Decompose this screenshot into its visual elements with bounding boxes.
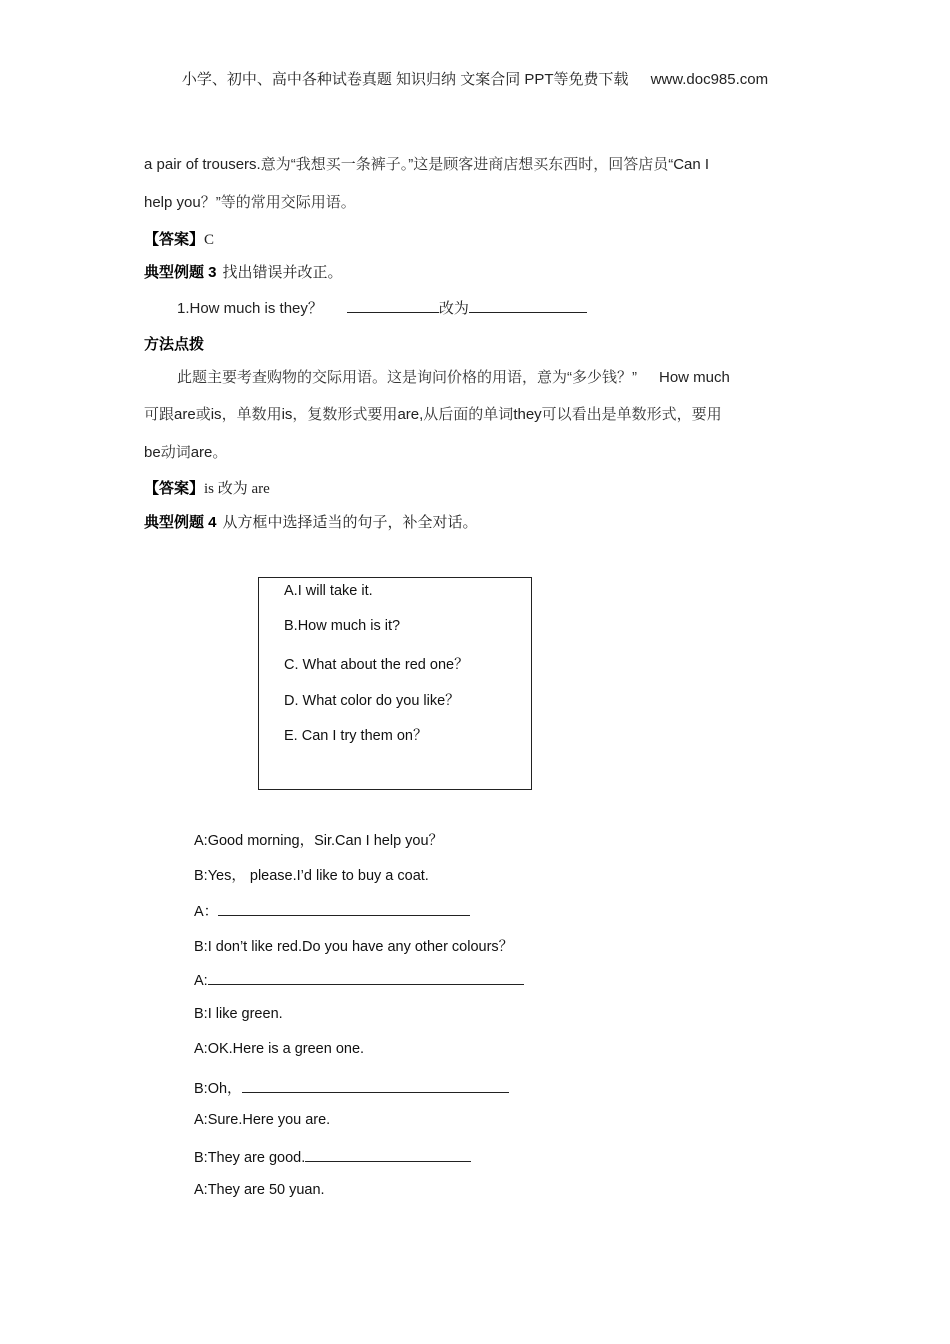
method-cn: 或: [195, 406, 211, 423]
answer-2: [144, 477, 270, 498]
answer-blank[interactable]: [347, 298, 439, 313]
intro-line-1: [144, 153, 709, 174]
method-cn: 可跟: [144, 406, 175, 423]
method-en: How much: [659, 369, 730, 386]
method-en: are: [174, 406, 196, 423]
answer-label: 【答案】: [144, 480, 205, 497]
answer-blank[interactable]: [208, 970, 524, 985]
intro-en-2: Can I: [673, 156, 710, 173]
example-prompt: 找出错误并改正。: [222, 264, 343, 281]
dialogue-line-blank-1: [194, 900, 470, 921]
answer-blank[interactable]: [218, 901, 470, 916]
dialogue-line: A:Good morning，Sir.Can I help you？: [194, 833, 444, 849]
method-line-2: [144, 403, 722, 424]
dialogue-speaker: B:They are good.: [194, 1150, 306, 1166]
method-cn: ，单数用: [221, 406, 282, 423]
dialogue-line: A:Sure.Here you are.: [194, 1112, 331, 1128]
example-3-heading: [144, 261, 343, 282]
method-line-3: [144, 441, 227, 462]
dialogue-speaker: A:: [194, 973, 208, 989]
change-text: 改为: [438, 300, 469, 317]
intro-cn-2: ？”等的常用交际用语。: [200, 194, 356, 211]
intro-en: a pair of trousers.: [144, 156, 261, 173]
method-en: they: [513, 406, 542, 423]
options-box: [258, 577, 532, 790]
dialogue-line: B:I like green.: [194, 1006, 283, 1022]
dialogue-line: B:Yes， please.I’d like to buy a coat.: [194, 868, 429, 884]
example-prompt: 从方框中选择适当的句子，补全对话。: [222, 514, 478, 531]
option-b: B.How much is it?: [284, 618, 401, 634]
example-3-item: [177, 297, 587, 318]
header-text: 小学、初中、高中各种试卷真题 知识归纳 文案合同 PPT等免费下载: [181, 71, 629, 88]
option-c: C. What about the red one？: [284, 657, 469, 673]
header-site: www.doc985.com: [650, 71, 769, 88]
dialogue-line: A:They are 50 yuan.: [194, 1182, 325, 1198]
method-en: are,: [397, 406, 424, 423]
answer-value: C: [204, 232, 215, 248]
intro-en-3: help you: [144, 194, 201, 211]
example-4-heading: [144, 511, 478, 532]
answer-blank[interactable]: [305, 1147, 471, 1162]
dialogue-line-blank-2: [194, 970, 524, 989]
answer-blank[interactable]: [242, 1078, 509, 1093]
option-e: E. Can I try them on？: [284, 728, 428, 744]
method-title: 方法点拨: [144, 336, 205, 353]
method-en: be: [144, 444, 161, 461]
dialogue-speaker: B:Oh，: [194, 1081, 242, 1097]
intro-cn: 意为“我想买一条裤子。”这是顾客进商店想买东西时，回答店员“: [260, 156, 674, 173]
answer-blank[interactable]: [469, 298, 587, 313]
method-cn: 此题主要考查购物的交际用语。这是询问价格的用语，意为“多少钱？”: [177, 369, 637, 386]
method-cn: 可以看出是单数形式，要用: [541, 406, 722, 423]
example-label: 典型例题 4: [144, 514, 217, 531]
method-cn: 动词: [160, 444, 191, 461]
page-header: [0, 68, 950, 89]
example-item-text: 1.How much is they？: [177, 300, 323, 317]
method-en: is: [210, 406, 222, 423]
answer-value: is 改为 are: [204, 481, 270, 497]
example-label: 典型例题 3: [144, 264, 217, 281]
dialogue-speaker: A：: [194, 904, 219, 920]
answer-label: 【答案】: [144, 231, 205, 248]
dialogue-line: B:I don’t like red.Do you have any other colours？: [194, 939, 514, 955]
method-en: is: [281, 406, 293, 423]
dialogue-line: A:OK.Here is a green one.: [194, 1041, 365, 1057]
option-d: D. What color do you like？: [284, 693, 460, 709]
method-en: are: [190, 444, 213, 461]
answer-1: [144, 228, 214, 249]
dialogue-line-blank-4: [194, 1147, 471, 1166]
method-cn: 从后面的单词: [423, 406, 514, 423]
dialogue-line-blank-3: [194, 1077, 509, 1098]
method-cn: ，复数形式要用: [292, 406, 398, 423]
method-cn: 。: [212, 444, 228, 461]
intro-line-2: [144, 191, 356, 212]
option-a: A.I will take it.: [284, 583, 373, 599]
method-line-1: [177, 366, 730, 387]
